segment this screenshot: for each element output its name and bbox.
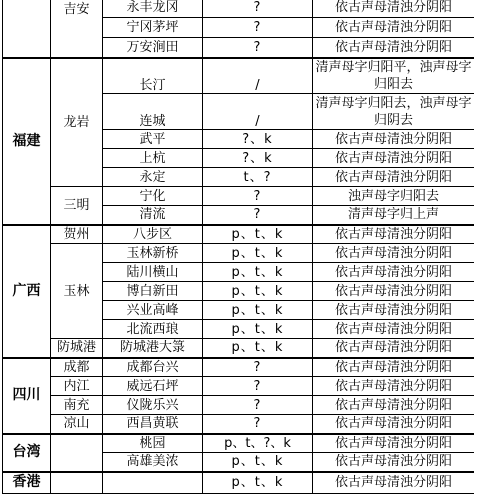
tone-cell: ? [203, 358, 313, 377]
province-cell: 四川 [3, 358, 51, 434]
city-cell: 南充 [51, 396, 103, 415]
site-cell: 万安涧田 [103, 38, 203, 58]
province-cell: 福建 [3, 58, 51, 225]
feature-cell: 清声母字归阳平，浊声母字归阳去 [313, 58, 475, 94]
site-cell: 陆川横山 [103, 263, 203, 282]
tone-cell: ? [203, 0, 313, 18]
site-cell: 连城 [103, 94, 203, 130]
city-cell: 龙岩 [51, 58, 103, 187]
province-cell [3, 0, 51, 58]
tone-cell: ? [203, 187, 313, 206]
site-cell: 上杭 [103, 149, 203, 168]
tone-cell: ?、k [203, 130, 313, 149]
tone-cell: p、t、k [203, 301, 313, 320]
feature-cell: 依古声母清浊分阴阳 [313, 130, 475, 149]
feature-cell: 依古声母清浊分阴阳 [313, 415, 475, 434]
table-row [3, 0, 475, 18]
feature-cell: 依古声母清浊分阴阳 [313, 434, 475, 453]
feature-cell: 浊声母字归阳去 [313, 187, 475, 206]
table-row [3, 358, 475, 377]
city-cell: 吉安 [51, 0, 103, 58]
site-cell: 威远石坪 [103, 377, 203, 396]
feature-cell: 依古声母清浊分阴阳 [313, 244, 475, 263]
tone-cell: t、? [203, 168, 313, 187]
site-cell: 八步区 [103, 225, 203, 244]
site-cell: 玉林新桥 [103, 244, 203, 263]
city-cell: 内江 [51, 377, 103, 396]
table-row [3, 396, 475, 415]
city-cell [51, 472, 103, 494]
table-row [3, 377, 475, 396]
tone-cell: / [203, 94, 313, 130]
feature-cell: 依古声母清浊分阴阳 [313, 0, 475, 18]
table-row [3, 187, 475, 206]
table-row [3, 244, 475, 263]
feature-cell: 依古声母清浊分阴阳 [313, 396, 475, 415]
site-cell: 北流西琅 [103, 320, 203, 339]
site-cell: 博白新田 [103, 282, 203, 301]
feature-cell: 依古声母清浊分阴阳 [313, 301, 475, 320]
feature-cell: 依古声母清浊分阴阳 [313, 472, 475, 494]
table-row [3, 225, 475, 244]
tone-cell: p、t、k [203, 282, 313, 301]
table-row [3, 434, 475, 453]
site-cell: 武平 [103, 130, 203, 149]
site-cell: 永丰龙冈 [103, 0, 203, 18]
site-cell: 清流 [103, 206, 203, 225]
site-cell: 西昌黄联 [103, 415, 203, 434]
feature-cell: 依古声母清浊分阴阳 [313, 339, 475, 358]
site-cell: 仪陇乐兴 [103, 396, 203, 415]
tone-cell: ? [203, 396, 313, 415]
site-cell: 宁化 [103, 187, 203, 206]
site-cell: 宁冈茅坪 [103, 18, 203, 38]
feature-cell: 依古声母清浊分阴阳 [313, 453, 475, 472]
province-cell: 台湾 [3, 434, 51, 472]
feature-cell: 依古声母清浊分阴阳 [313, 263, 475, 282]
tone-cell: / [203, 58, 313, 94]
tone-cell: ? [203, 38, 313, 58]
site-cell: 高雄美浓 [103, 453, 203, 472]
tone-cell: ? [203, 18, 313, 38]
tone-cell: p、t、?、k [203, 434, 313, 453]
table-row [3, 472, 475, 494]
feature-cell: 依古声母清浊分阴阳 [313, 168, 475, 187]
site-cell [103, 472, 203, 494]
feature-cell: 清声母字归上声 [313, 206, 475, 225]
city-cell: 三明 [51, 187, 103, 225]
site-cell: 防城港大箓 [103, 339, 203, 358]
province-cell: 广西 [3, 225, 51, 358]
feature-cell: 依古声母清浊分阴阳 [313, 358, 475, 377]
dialect-table-wrapper [2, 0, 474, 502]
table-row [3, 339, 475, 358]
city-cell: 成都 [51, 358, 103, 377]
city-cell: 玉林 [51, 244, 103, 339]
tone-cell: p、t、k [203, 225, 313, 244]
city-cell: 防城港 [51, 339, 103, 358]
tone-cell: p、t、k [203, 263, 313, 282]
feature-cell: 依古声母清浊分阴阳 [313, 149, 475, 168]
province-cell: 香港 [3, 472, 51, 494]
tone-cell: p、t、k [203, 320, 313, 339]
tone-cell: p、t、k [203, 472, 313, 494]
tone-cell: p、t、k [203, 339, 313, 358]
table-row [3, 58, 475, 94]
table-row [3, 415, 475, 434]
tone-cell: p、t、k [203, 244, 313, 263]
tone-cell: ? [203, 415, 313, 434]
city-cell [51, 434, 103, 472]
feature-cell: 依古声母清浊分阴阳 [313, 38, 475, 58]
tone-cell: ? [203, 206, 313, 225]
site-cell: 长汀 [103, 58, 203, 94]
city-cell: 贺州 [51, 225, 103, 244]
feature-cell: 依古声母清浊分阴阳 [313, 225, 475, 244]
site-cell: 永定 [103, 168, 203, 187]
tone-cell: ? [203, 377, 313, 396]
tone-cell: p、t、k [203, 453, 313, 472]
feature-cell: 依古声母清浊分阴阳 [313, 320, 475, 339]
city-cell: 凉山 [51, 415, 103, 434]
tone-cell: ?、k [203, 149, 313, 168]
site-cell: 兴业高峰 [103, 301, 203, 320]
site-cell: 成都台兴 [103, 358, 203, 377]
site-cell: 桃园 [103, 434, 203, 453]
feature-cell: 依古声母清浊分阴阳 [313, 377, 475, 396]
feature-cell: 依古声母清浊分阴阳 [313, 18, 475, 38]
feature-cell: 依古声母清浊分阴阳 [313, 282, 475, 301]
feature-cell: 清声母字归阳去，浊声母字归阴去 [313, 94, 475, 130]
dialect-tone-table [2, 0, 474, 494]
